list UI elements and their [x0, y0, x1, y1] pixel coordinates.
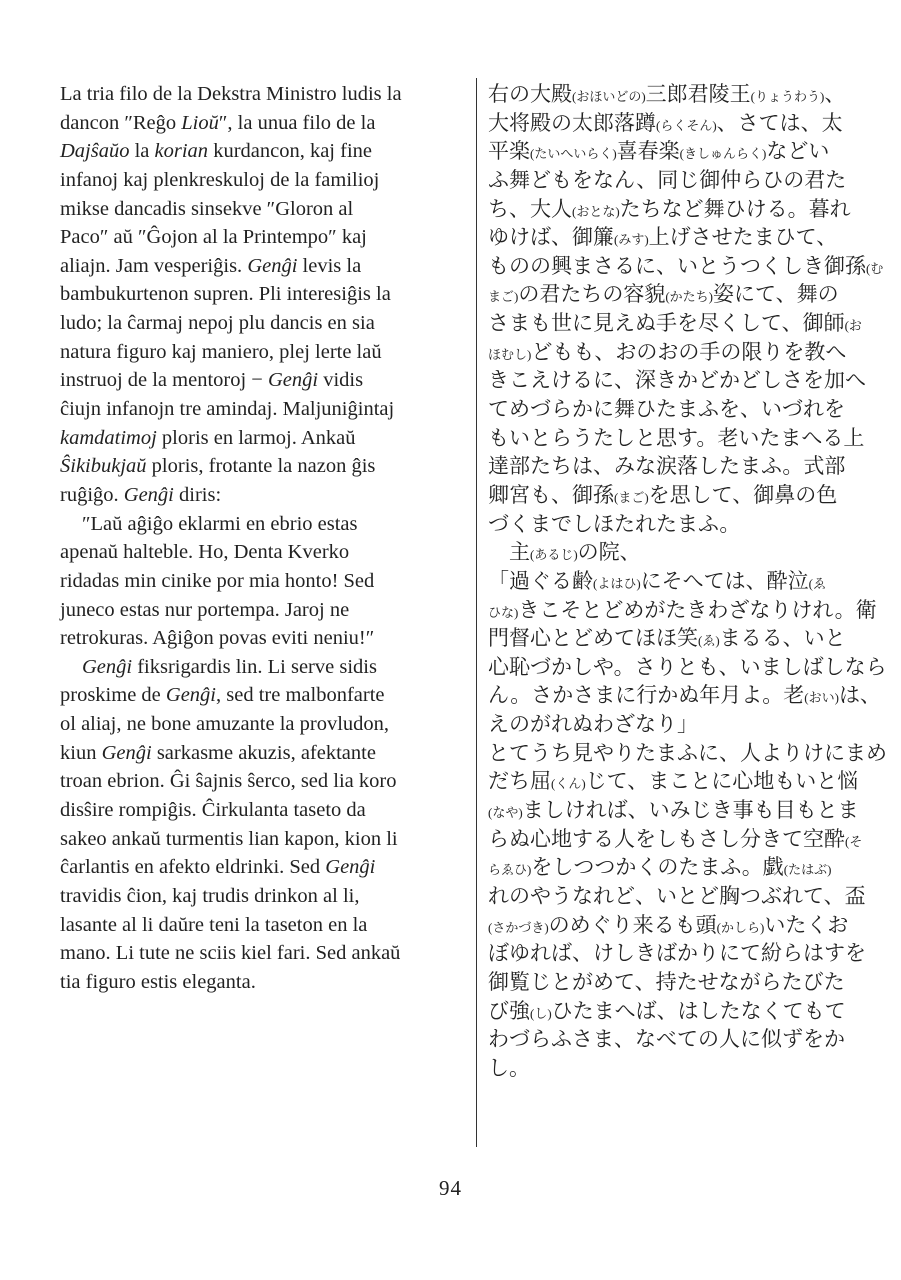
furigana-reading: (たはぶ): [783, 862, 832, 878]
text-run: mano. Li tute ne sciis kiel fari. Sed ankaŭ: [60, 942, 401, 965]
text-run: ol aliaj, ne bone amuzante la provludon,: [60, 713, 390, 736]
text-line: [60, 109, 472, 138]
text-run: travidis ĉion, kaj trudis drinkon al li,: [60, 884, 360, 907]
furigana-reading: らゑひ): [488, 862, 532, 878]
text-line: [488, 882, 886, 911]
text-run: levis la: [297, 254, 362, 277]
text-line: [488, 853, 886, 882]
text-line: [488, 624, 886, 653]
furigana-reading: (そ: [845, 833, 863, 849]
text-run: などい: [766, 139, 830, 164]
text-run: 右の大殿: [488, 82, 572, 106]
text-run: えのがれぬわざなり」: [488, 712, 698, 737]
text-line: [488, 997, 886, 1026]
furigana-reading: (かたち): [665, 289, 714, 305]
furigana-reading: (まご): [614, 489, 649, 505]
text-run: vidis: [318, 369, 364, 392]
text-line: [488, 596, 886, 625]
text-run: どもも、おのおの手の限りを教へ: [531, 339, 847, 364]
text-line: [60, 767, 472, 796]
furigana-reading: ひな): [488, 604, 519, 620]
text-run: kiun: [60, 741, 102, 764]
text-run: kurdancon, kaj fine: [208, 140, 373, 163]
text-line: [488, 252, 886, 281]
furigana-reading: (ゑ: [808, 575, 827, 591]
text-run: 主: [488, 540, 530, 565]
text-run: さまも世に見えぬ手を尽くして、御師: [488, 311, 845, 336]
text-line: [488, 567, 886, 596]
text-run: 「過ぐる齢: [488, 568, 593, 593]
furigana-reading: (お: [844, 318, 862, 334]
text-line: [488, 825, 886, 854]
furigana-reading: (さかづき): [488, 919, 549, 935]
text-line: [60, 223, 472, 252]
text-run: aliajn. Jam vesperiĝis.: [60, 254, 248, 277]
text-run: にそへては、酔泣: [640, 568, 809, 593]
text-line: [60, 653, 472, 682]
column-divider: [476, 78, 477, 1147]
text-line: [488, 739, 886, 768]
text-line: [60, 338, 472, 367]
furigana-reading: (きしゅんらく): [679, 146, 767, 162]
text-run: もいとらうたしと思す。老いたまへる上: [488, 425, 865, 450]
text-run: troan ebrion. Ĝi ŝajnis ŝerco, sed lia koro: [60, 770, 397, 793]
japanese-column: [488, 80, 886, 1082]
text-line: [488, 538, 886, 567]
furigana-reading: (みす): [614, 232, 649, 248]
text-line: [488, 137, 886, 166]
furigana-reading: (よはひ): [593, 575, 641, 591]
text-run: 、さては、太: [716, 110, 843, 135]
text-run: び強: [488, 998, 530, 1023]
text-line: [488, 653, 886, 682]
text-run: ゆけば、御簾: [488, 225, 614, 250]
text-run: いたくお: [764, 912, 849, 937]
text-run: ん。さかさまに行かぬ年月よ。老: [488, 683, 805, 708]
text-run: たちなど舞ひける。暮れ: [619, 196, 851, 221]
text-line: [60, 195, 472, 224]
text-run: まるる、いと: [719, 626, 846, 651]
text-run: ĉiujn infanojn tre amindaj. Maljuniĝintaj: [60, 398, 395, 421]
furigana-reading: (かしら): [716, 919, 765, 935]
italic-term: Lioŭ: [181, 111, 219, 134]
text-run: ひたまへば、はしたなくてもて: [551, 998, 846, 1023]
italic-term: Genĝi: [165, 684, 217, 707]
text-run: きこそとどめがたきわざなりけれ。衛: [518, 597, 877, 622]
text-line: [60, 796, 472, 825]
italic-term: Dajŝaŭo: [60, 140, 130, 163]
text-line: [60, 510, 472, 539]
text-line: [60, 681, 472, 710]
furigana-reading: (なや): [488, 805, 523, 821]
italic-term: Genĝi: [101, 741, 152, 764]
italic-term: Genĝi: [267, 369, 319, 392]
text-run: 姿にて、舞の: [713, 282, 839, 307]
text-run: diris:: [173, 483, 222, 506]
text-run: ふ舞どもをなん、同じ御仲らひの君た: [488, 167, 847, 192]
text-line: [488, 395, 886, 424]
text-line: [488, 481, 886, 510]
italic-term: Genĝi: [247, 254, 298, 277]
text-run: ち、大人: [488, 196, 572, 221]
text-line: [60, 567, 472, 596]
furigana-reading: (む: [866, 260, 884, 276]
text-run: retrokuras. Aĝiĝon povas eviti neniu!″: [60, 627, 375, 650]
text-run: ĉarlantis en afekto eldrinki. Sed: [60, 856, 326, 879]
page-number: 94: [439, 1176, 462, 1200]
furigana-reading: (し): [530, 1005, 552, 1021]
text-line: [488, 510, 886, 539]
italic-term: kamdatimoj: [60, 426, 157, 449]
text-run: mikse dancadis sinsekve ″Gloron al: [60, 197, 354, 220]
furigana-reading: (おとな): [572, 203, 620, 219]
text-line: [60, 739, 472, 768]
text-run: proskime de: [60, 684, 166, 707]
text-run: ″Laŭ aĝiĝo eklarmi en ebrio estas: [82, 512, 358, 535]
text-run: juneco estas nur portempa. Jaroj ne: [60, 598, 350, 621]
text-line: [60, 309, 472, 338]
text-run: 平楽: [488, 139, 530, 164]
text-run: ruĝiĝo.: [60, 483, 124, 506]
text-line: [488, 109, 886, 138]
text-run: 、: [824, 82, 846, 106]
text-line: [60, 710, 472, 739]
text-run: じて、まことに心地もいと悩: [585, 769, 859, 794]
text-line: [60, 939, 472, 968]
text-run: ものの興まさるに、いとうつくしき御孫: [488, 253, 866, 278]
furigana-reading: (りょうわう): [750, 89, 825, 104]
text-line: [60, 825, 472, 854]
text-run: natura figuro kaj maniero, plej lerte laŭ: [60, 340, 382, 363]
text-line: [60, 452, 472, 481]
text-line: [60, 882, 472, 911]
text-line: [488, 309, 886, 338]
text-line: [60, 968, 472, 997]
text-run: lasante al li daŭre teni la taseton en la: [60, 913, 368, 936]
text-line: [488, 767, 886, 796]
text-line: [488, 366, 886, 395]
text-run: らぬ心地する人をしもさし分きて空酔: [488, 826, 845, 851]
text-run: 喜春楽: [616, 139, 680, 164]
text-line: [488, 1025, 886, 1054]
text-run: disŝire rompiĝis. Ĉirkulanta taseto da: [60, 799, 366, 822]
text-run: fiksrigardis lin. Li serve sidis: [132, 655, 377, 678]
text-line: [488, 80, 886, 109]
text-line: [488, 280, 886, 309]
text-line: [60, 252, 472, 281]
text-run: てめづらかに舞ひたまふを、いづれを: [488, 397, 845, 422]
text-line: [488, 338, 886, 367]
text-line: [488, 968, 886, 997]
text-run: の君たちの容貌: [518, 282, 666, 307]
text-run: 御覧じとがめて、持たせながらたびた: [488, 969, 845, 994]
text-line: [60, 596, 472, 625]
text-line: [60, 538, 472, 567]
text-run: をしつつかくのたまふ。戯: [531, 855, 784, 880]
text-run: dancon ″Reĝo: [60, 111, 182, 134]
furigana-reading: (あるじ): [530, 547, 578, 563]
furigana-reading: (ゑ): [698, 633, 720, 649]
text-line: [60, 424, 472, 453]
text-line: [488, 939, 886, 968]
text-run: の院、: [577, 540, 641, 565]
text-run: 門督心とどめてほほ笑: [488, 626, 698, 651]
text-run: ploris en larmoj. Ankaŭ: [156, 426, 356, 449]
text-run: を思して、御鼻の色: [648, 482, 838, 507]
text-run: だち屈: [488, 769, 551, 794]
text-run: instruoj de la mentoroj −: [60, 369, 268, 392]
text-run: Paco″ aŭ ″Ĝojon al la Printempo″ kaj: [60, 226, 367, 249]
text-run: ridadas min cinike por mia honto! Sed: [60, 569, 375, 592]
text-run: 達部たちは、みな涙落したまふ。式部: [488, 454, 846, 479]
furigana-reading: (らくそん): [656, 117, 717, 133]
text-run: sakeo ankaŭ turmentis lian kapon, kion li: [60, 827, 398, 850]
text-run: きこえけるに、深きかどかどしさを加へ: [488, 368, 866, 393]
text-run: 上げさせたまひて、: [648, 225, 838, 250]
text-line: [60, 80, 472, 109]
text-line: [60, 911, 472, 940]
text-run: 卿宮も、御孫: [488, 482, 614, 507]
text-run: ″, la unua filo de la: [218, 111, 376, 134]
esperanto-column: [60, 80, 472, 997]
text-line: [60, 853, 472, 882]
text-run: ぼゆれば、けしきばかりにて紛らはすを: [488, 941, 866, 966]
text-run: し。: [488, 1055, 530, 1080]
text-run: れのやうなれど、いとど胸つぶれて、盃: [488, 883, 866, 908]
text-run: la: [129, 140, 155, 163]
furigana-reading: (くん): [551, 776, 586, 792]
text-run: infanoj kaj plenkreskuloj de la familioj: [60, 168, 380, 191]
text-run: , sed tre malbonfarte: [216, 684, 385, 707]
italic-term: Ŝikibukjaŭ: [60, 455, 147, 478]
furigana-reading: ほむし): [488, 346, 532, 362]
italic-term: Genĝi: [82, 655, 133, 678]
text-run: sarkasme akuzis, afektante: [151, 741, 376, 764]
text-run: 心恥づかしや。さりとも、いましばしなら: [488, 654, 887, 679]
text-run: apenaŭ halteble. Ho, Denta Kverko: [60, 541, 350, 564]
text-line: [488, 681, 886, 710]
text-line: [488, 796, 886, 825]
furigana-reading: (おい): [804, 690, 839, 706]
italic-term: Genĝi: [325, 856, 376, 879]
text-run: 大将殿の太郎落蹲: [488, 110, 656, 135]
text-run: ploris, frotante la nazon ĝis: [146, 455, 376, 478]
text-line: [488, 424, 886, 453]
text-run: La tria filo de la Dekstra Ministro ludis la: [60, 83, 402, 105]
text-line: [60, 166, 472, 195]
text-line: [60, 395, 472, 424]
text-line: [488, 1054, 886, 1083]
text-run: のめぐり来るも頭: [548, 912, 717, 937]
italic-term: korian: [154, 140, 209, 163]
text-line: [60, 280, 472, 309]
text-line: [488, 166, 886, 195]
text-run: 三郎君陵王: [645, 82, 751, 106]
text-line: [488, 710, 886, 739]
text-line: [488, 195, 886, 224]
text-run: わづらふさま、なべての人に似ずをか: [488, 1027, 845, 1052]
furigana-reading: まご): [488, 289, 519, 305]
text-run: bambukurtenon supren. Pli interesiĝis la: [60, 283, 391, 306]
text-line: [60, 624, 472, 653]
text-run: とてうち見やりたまふに、人よりけにまめ: [488, 740, 887, 765]
text-line: [488, 452, 886, 481]
text-run: ludo; la ĉarmaj nepoj plu dancis en sia: [60, 312, 375, 335]
text-run: tia figuro estis eleganta.: [60, 970, 256, 993]
text-line: [60, 366, 472, 395]
furigana-reading: (おほいどの): [572, 89, 646, 104]
italic-term: Genĝi: [123, 483, 174, 506]
text-line: [60, 137, 472, 166]
text-line: [488, 911, 886, 940]
text-run: ましければ、いみじき事も目もとま: [522, 798, 859, 823]
text-run: は、: [838, 683, 881, 708]
furigana-reading: (たいへいらく): [530, 146, 617, 162]
text-line: [488, 223, 886, 252]
text-line: [60, 481, 472, 510]
text-run: づくまでしほたれたまふ。: [488, 511, 741, 536]
